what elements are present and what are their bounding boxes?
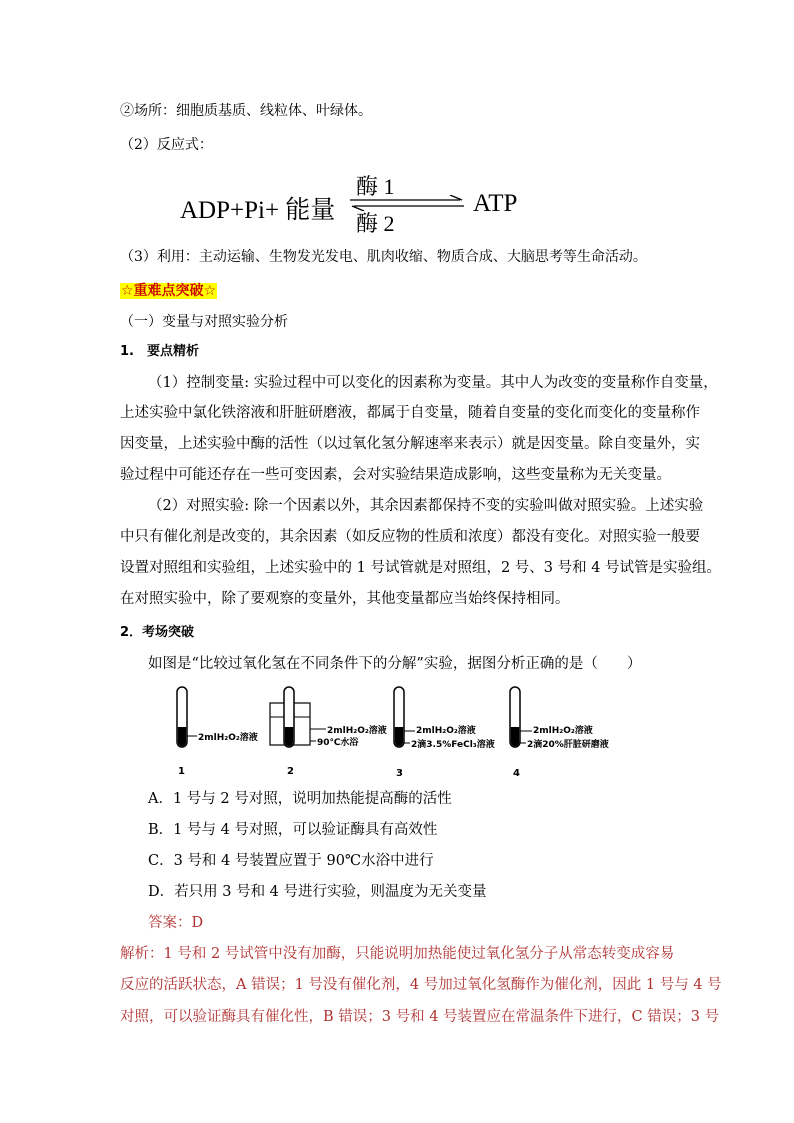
analysis-line: 对照，可以验证酶具有催化性，B 错误；3 号和 4 号装置应在常温条件下进行，C 错误；3 号 xyxy=(120,1009,720,1025)
test-tube-4 xyxy=(510,687,609,779)
test-tube-1 xyxy=(177,687,258,777)
tube-4-number: 4 xyxy=(513,768,520,779)
answer-line: 答案：D xyxy=(148,915,204,931)
point1-heading: 1. 要点精析 xyxy=(120,344,199,359)
atp-equation xyxy=(180,174,540,236)
equation-left: ADP+Pi+ 能量 xyxy=(180,197,336,224)
reaction-heading: （2）反应式： xyxy=(120,137,213,153)
tube-4-label-solution: 2mlH₂O₂溶液 xyxy=(533,726,593,736)
key-points-title xyxy=(120,281,217,301)
equation-right: ATP xyxy=(473,190,518,217)
analysis-line: 解析：1 号和 2 号试管中没有加酶，只能说明加热能使过氧化氢分子从常态转变成容易 xyxy=(120,946,675,962)
para1-line: （1）控制变量: 实验过程中可以变化的因素称为变量。其中人为改变的变量称作自变量， xyxy=(148,375,718,391)
tube-3-label-catalyst: 2滴3.5%FeCl₃溶液 xyxy=(411,740,495,750)
para1-line: 因变量，上述实验中酶的活性（以过氧化氢分解速率来表示）就是因变量。除自变量外，实 xyxy=(120,436,700,452)
key-points-title-text: ☆重难点突破☆ xyxy=(121,283,217,299)
para2-line: 设置对照组和实验组，上述实验中的 1 号试管就是对照组，2 号、3 号和 4 号试管是实验组。 xyxy=(120,560,722,576)
question-text: 如图是“比较过氧化氢在不同条件下的分解”实验，据图分析正确的是（ ） xyxy=(148,656,642,672)
enzyme-top-label: 酶 1 xyxy=(356,174,395,199)
para2-line: 在对照实验中，除了要观察的变量外，其他变量都应当始终保持相同。 xyxy=(120,591,570,607)
test-tube-3 xyxy=(394,687,495,779)
option-b: B．1 号与 4 号对照，可以验证酶具有高效性 xyxy=(148,822,438,838)
tube-1-label-solution: 2mlH₂O₂溶液 xyxy=(198,733,258,743)
tube-2-label-solution: 2mlH₂O₂溶液 xyxy=(327,726,387,736)
option-c: C．3 号和 4 号装置应置于 90℃水浴中进行 xyxy=(148,853,434,869)
enzyme-bottom-label: 酶 2 xyxy=(356,211,395,236)
option-d: D．若只用 3 号和 4 号进行实验，则温度为无关变量 xyxy=(148,884,487,900)
test-tube-figure xyxy=(160,683,650,783)
site-line: ②场所：细胞质基质、线粒体、叶绿体。 xyxy=(120,103,372,119)
tube-2-label-bath: 90℃水浴 xyxy=(317,738,359,748)
tube-4-label-catalyst: 2滴20%肝脏研磨液 xyxy=(527,740,609,750)
tube-2-number: 2 xyxy=(287,766,294,777)
option-a: A．1 号与 2 号对照，说明加热能提高酶的活性 xyxy=(148,791,452,807)
para2-line: 中只有催化剂是改变的，其余因素（如反应物的性质和浓度）都没有变化。对照实验一般要 xyxy=(120,529,700,545)
usage-line: （3）利用：主动运输、生物发光发电、肌肉收缩、物质合成、大脑思考等生命活动。 xyxy=(120,249,647,265)
para2-line: （2）对照实验: 除一个因素以外，其余因素都保持不变的实验叫做对照实验。上述实验 xyxy=(148,498,704,514)
point2-heading: 2．考场突破 xyxy=(120,625,195,640)
tube-3-label-solution: 2mlH₂O₂溶液 xyxy=(416,726,476,736)
para1-line: 验过程中可能还存在一些可变因素，会对实验结果造成影响，这些变量称为无关变量。 xyxy=(120,467,671,483)
para1-line: 上述实验中氯化铁溶液和肝脏研磨液，都属于自变量，随着自变量的变化而变化的变量称作 xyxy=(120,405,700,421)
test-tube-2 xyxy=(270,687,387,777)
analysis-line: 反应的活跃状态，A 错误；1 号没有催化剂，4 号加过氧化氢酶作为催化剂，因此 1 号与 4 号 xyxy=(120,977,722,993)
tube-1-number: 1 xyxy=(178,766,185,777)
tube-3-number: 3 xyxy=(396,768,403,779)
subsection-title: （一）变量与对照实验分析 xyxy=(120,314,288,330)
